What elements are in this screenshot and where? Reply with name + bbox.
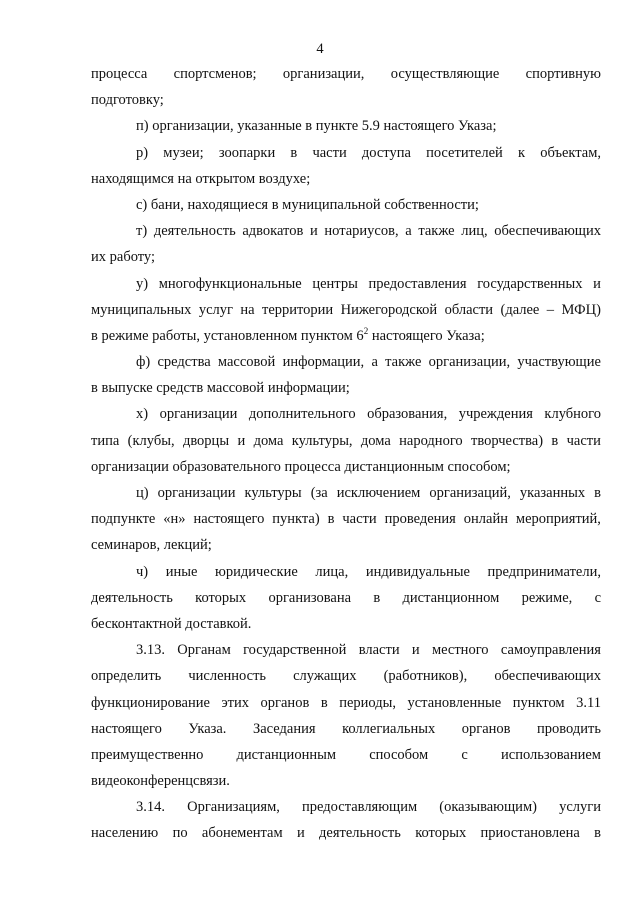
word: культуры,: [291, 432, 353, 449]
word: в: [551, 432, 559, 449]
word: местного: [431, 642, 489, 659]
word: (клубы,: [127, 432, 175, 449]
word: организации,: [428, 354, 511, 371]
word: образования,: [367, 406, 448, 423]
word: дистанционном: [402, 589, 500, 606]
word: власти: [358, 642, 400, 659]
word: деятельность: [153, 223, 236, 240]
word: –: [546, 301, 555, 318]
word: настоящего: [91, 720, 162, 737]
text-line: семинаров, лекций;: [91, 537, 212, 554]
word: и: [593, 275, 601, 292]
word: абонементам: [201, 825, 283, 842]
word: адвокатов: [242, 223, 304, 240]
word: и: [237, 432, 246, 449]
word: которых: [415, 825, 467, 842]
word: в: [327, 511, 335, 528]
word: Нижегородской: [340, 301, 438, 318]
word: использованием: [501, 746, 601, 763]
word: учреждения: [458, 406, 533, 423]
word: муниципальных: [91, 301, 192, 318]
word: приостановлена: [480, 825, 580, 842]
text-line: [91, 825, 601, 851]
word: организаций,: [429, 485, 511, 501]
word: к: [517, 144, 526, 161]
word: проводить: [537, 720, 601, 737]
word: онлайн: [463, 511, 508, 528]
list-item-ts: [91, 485, 601, 511]
document-body: [91, 66, 601, 852]
list-item-p: п) организации, указанные в пункте 5.9 настоящего Указа;: [136, 118, 497, 135]
section-3-13: [91, 642, 601, 668]
word: посетителей: [426, 144, 503, 161]
word: Организациям,: [187, 799, 280, 816]
word: организации: [159, 406, 238, 423]
word: дома: [253, 432, 284, 449]
word: периоды,: [339, 694, 396, 711]
word: пунктом: [512, 694, 565, 711]
word: информации,: [282, 354, 365, 371]
text-line: находящимся на открытом воздухе;: [91, 170, 311, 187]
word: многофункциональные: [158, 275, 302, 292]
word: также: [385, 354, 422, 371]
word: части: [342, 511, 377, 528]
word: части: [312, 144, 347, 161]
word: в: [594, 485, 601, 501]
word: обеспечивающих: [494, 223, 601, 240]
word: преимущественно: [91, 746, 204, 763]
word: типа: [91, 432, 120, 449]
page-number: 4: [316, 41, 324, 57]
list-item-t: [91, 223, 601, 249]
word: в: [594, 825, 601, 842]
text-line: организации образовательного процесса дистанционным способом;: [91, 458, 511, 475]
word: в: [373, 589, 381, 606]
text-line: [91, 668, 601, 694]
word: части: [566, 432, 601, 449]
list-item-f: [91, 354, 601, 380]
list-item-r: [91, 145, 601, 171]
word: спортивную: [525, 66, 601, 82]
text-line: [91, 325, 601, 354]
word: 3.11: [576, 694, 601, 711]
word: в: [290, 144, 298, 161]
word: ц): [136, 485, 149, 501]
word: организации: [157, 485, 236, 501]
text-line: подготовку;: [91, 92, 164, 109]
word: органов: [461, 720, 511, 737]
word: с: [594, 589, 601, 606]
word: «н»: [163, 511, 186, 528]
word: дистанционным: [236, 746, 337, 763]
word: с: [461, 746, 468, 763]
word: территории: [261, 301, 334, 318]
list-item-ch: [91, 564, 601, 590]
word: центры: [312, 275, 358, 292]
word: служащих: [293, 668, 357, 685]
word: способом: [369, 746, 429, 763]
word: подпункте: [91, 511, 156, 528]
word: Указа.: [188, 720, 227, 737]
word: деятельность: [91, 589, 173, 606]
word: дома: [360, 432, 391, 449]
word: культуры: [244, 485, 302, 501]
word: определить: [91, 668, 162, 685]
text-line: [91, 747, 601, 773]
word: установленные: [407, 694, 502, 711]
word: предприниматели,: [487, 563, 601, 580]
word: проведения: [384, 511, 456, 528]
word: ф): [136, 354, 151, 371]
word: деятельность: [319, 825, 401, 842]
text-line: бесконтактной доставкой.: [91, 615, 252, 632]
word: настоящего: [193, 511, 265, 528]
word: музеи;: [163, 144, 204, 161]
word: услуги: [559, 799, 601, 816]
word: дополнительного: [248, 406, 356, 423]
word: и: [309, 223, 318, 240]
word: организации,: [282, 66, 365, 82]
word: указанных: [519, 485, 586, 501]
word: этих: [221, 694, 250, 711]
word: государственной: [243, 642, 347, 659]
text-line: их работу;: [91, 249, 155, 266]
word: (далее: [500, 301, 540, 318]
word: клубного: [544, 406, 601, 423]
text-fragment: настоящего Указа;: [368, 327, 485, 344]
word: 3.13.: [136, 642, 165, 659]
word: предоставляющим: [302, 799, 418, 816]
word: исключением: [336, 485, 421, 501]
word: доступа: [361, 144, 411, 161]
word: на: [240, 301, 255, 318]
word: по: [172, 825, 188, 842]
word: режиме,: [521, 589, 573, 606]
word: средства: [157, 354, 211, 371]
word: народного: [399, 432, 463, 449]
word: предоставления: [368, 275, 467, 292]
word: участвующие: [517, 354, 601, 371]
word: обеспечивающих: [494, 668, 601, 685]
word: мероприятий,: [515, 511, 601, 528]
list-item-u: [91, 276, 601, 302]
word: объектам,: [540, 144, 601, 161]
word: юридические: [215, 563, 298, 580]
text-fragment: в режиме работы, установленном пунктом 6: [91, 327, 364, 344]
word: осуществляющие: [390, 66, 500, 82]
section-3-14: [91, 799, 601, 825]
word: лиц,: [461, 223, 488, 240]
word: иные: [165, 563, 198, 580]
text-line: [91, 590, 601, 616]
word: нотариусов,: [324, 223, 399, 240]
word: творчества): [471, 432, 544, 449]
word: (оказывающим): [439, 799, 537, 816]
word: пункта): [272, 511, 320, 528]
word: организована: [268, 589, 352, 606]
word: которых: [195, 589, 247, 606]
word: области: [444, 301, 494, 318]
word: государственных: [477, 275, 583, 292]
word: населению: [91, 825, 159, 842]
word: лица,: [315, 563, 349, 580]
word: органов: [260, 694, 310, 711]
word: 3.14.: [136, 799, 165, 816]
word: и: [411, 642, 420, 659]
word: (за: [310, 485, 328, 501]
word: самоуправления: [500, 642, 601, 659]
word: х): [136, 406, 149, 423]
superscript: 2: [363, 325, 369, 336]
text-line: в выпуске средств массовой информации;: [91, 380, 350, 397]
list-item-kh: [91, 406, 601, 432]
text-line: [91, 695, 601, 721]
word: а: [405, 223, 412, 240]
list-item-s: с) бани, находящиеся в муниципальной собственности;: [136, 196, 479, 213]
word: МФЦ): [561, 301, 601, 318]
text-line: [91, 721, 601, 747]
word: услуг: [198, 301, 233, 318]
text-line: [91, 511, 601, 537]
word: процесса: [91, 66, 148, 82]
word: а: [371, 354, 378, 371]
word: массовой: [217, 354, 276, 371]
word: у): [136, 275, 149, 292]
text-line: [91, 433, 601, 459]
word: и: [296, 825, 305, 842]
word: Органам: [177, 642, 231, 659]
word: в: [320, 694, 328, 711]
word: спортсменов;: [173, 66, 257, 82]
word: также: [418, 223, 455, 240]
text-line: [91, 66, 601, 92]
word: (работников),: [383, 668, 468, 685]
word: коллегиальных: [342, 720, 436, 737]
word: дворцы: [182, 432, 230, 449]
word: р): [136, 144, 149, 161]
word: функционирование: [91, 694, 210, 711]
text-line: [91, 302, 601, 328]
word: т): [136, 223, 148, 240]
word: Заседания: [252, 720, 316, 737]
text-line: видеоконференцсвязи.: [91, 773, 230, 790]
word: зоопарки: [218, 144, 276, 161]
word: ч): [136, 563, 149, 580]
word: численность: [188, 668, 267, 685]
word: индивидуальные: [365, 563, 470, 580]
